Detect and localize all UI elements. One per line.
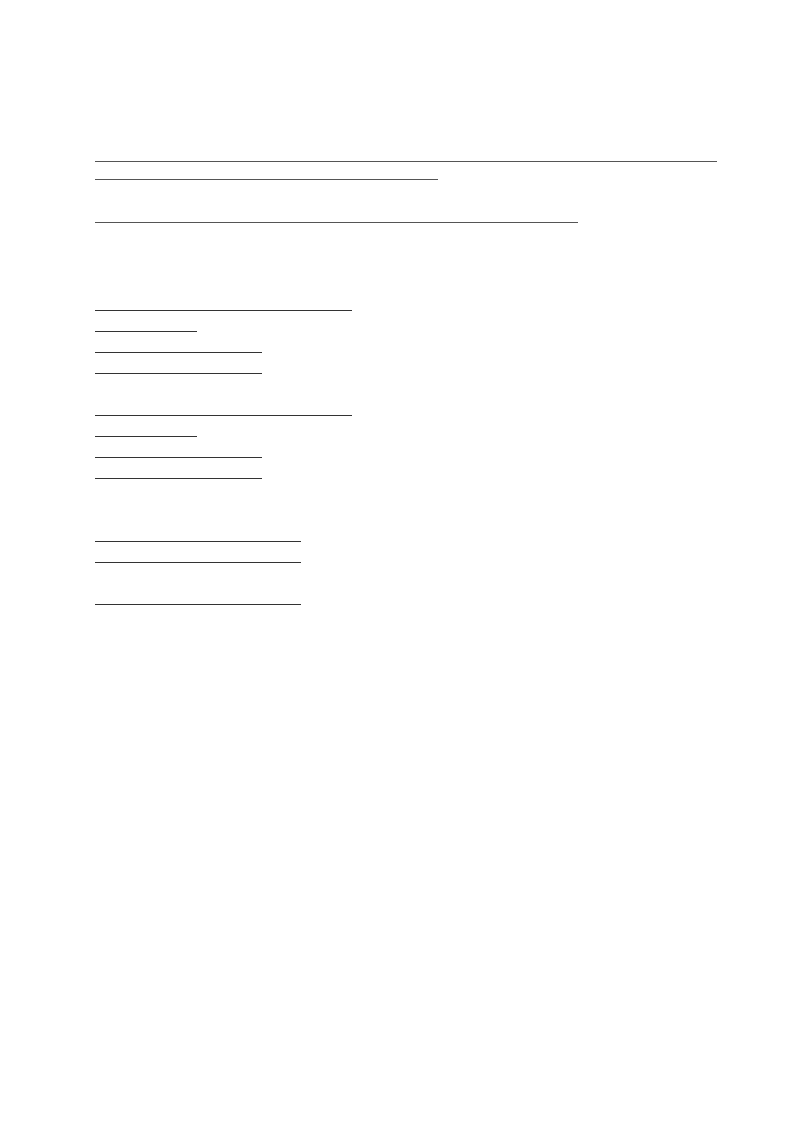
ct-ratio-field[interactable] xyxy=(95,359,172,374)
ct-line xyxy=(95,463,717,484)
use-type-field[interactable] xyxy=(95,590,301,605)
ct-accuracy-field[interactable] xyxy=(172,359,262,374)
billing-title xyxy=(95,484,717,505)
vt-ratio-field[interactable] xyxy=(95,443,172,458)
ct-line xyxy=(95,358,717,379)
install-location-field[interactable] xyxy=(95,296,215,311)
metering-title xyxy=(95,253,717,274)
voltage-field[interactable] xyxy=(215,296,277,311)
metering-method-field[interactable] xyxy=(277,296,352,311)
wiring-method-field[interactable] xyxy=(95,317,197,332)
blank-line xyxy=(95,210,578,223)
vt-accuracy-field[interactable] xyxy=(172,443,262,458)
section-property-boundary xyxy=(95,189,717,210)
price-note-field[interactable] xyxy=(95,548,301,563)
use-type-line xyxy=(95,589,717,610)
vt-line xyxy=(95,442,717,463)
vt-ratio-field[interactable] xyxy=(95,338,172,353)
gen-gateway-title xyxy=(95,379,717,400)
page-content xyxy=(95,128,717,610)
price-note-line xyxy=(95,547,717,568)
ct-ratio-field[interactable] xyxy=(95,464,172,479)
billing-upper-title xyxy=(95,505,717,526)
blank-line xyxy=(95,167,438,180)
billing-gen-title xyxy=(95,568,717,589)
wiring-line xyxy=(95,421,717,442)
use-type-field[interactable] xyxy=(95,527,301,542)
ct-accuracy-field[interactable] xyxy=(172,464,262,479)
wiring-line xyxy=(95,316,717,337)
install-location-field[interactable] xyxy=(95,401,215,416)
install-line xyxy=(95,400,717,421)
vt-accuracy-field[interactable] xyxy=(172,338,262,353)
section-metering-billing xyxy=(95,232,717,253)
metering-method-field[interactable] xyxy=(277,401,352,416)
section-main-equipment xyxy=(95,128,717,149)
use-type-line xyxy=(95,526,717,547)
install-line xyxy=(95,295,717,316)
voltage-field[interactable] xyxy=(215,401,277,416)
wiring-method-field[interactable] xyxy=(95,422,197,437)
blank-line xyxy=(95,149,717,162)
upper-gateway-title xyxy=(95,274,717,295)
vt-line xyxy=(95,337,717,358)
